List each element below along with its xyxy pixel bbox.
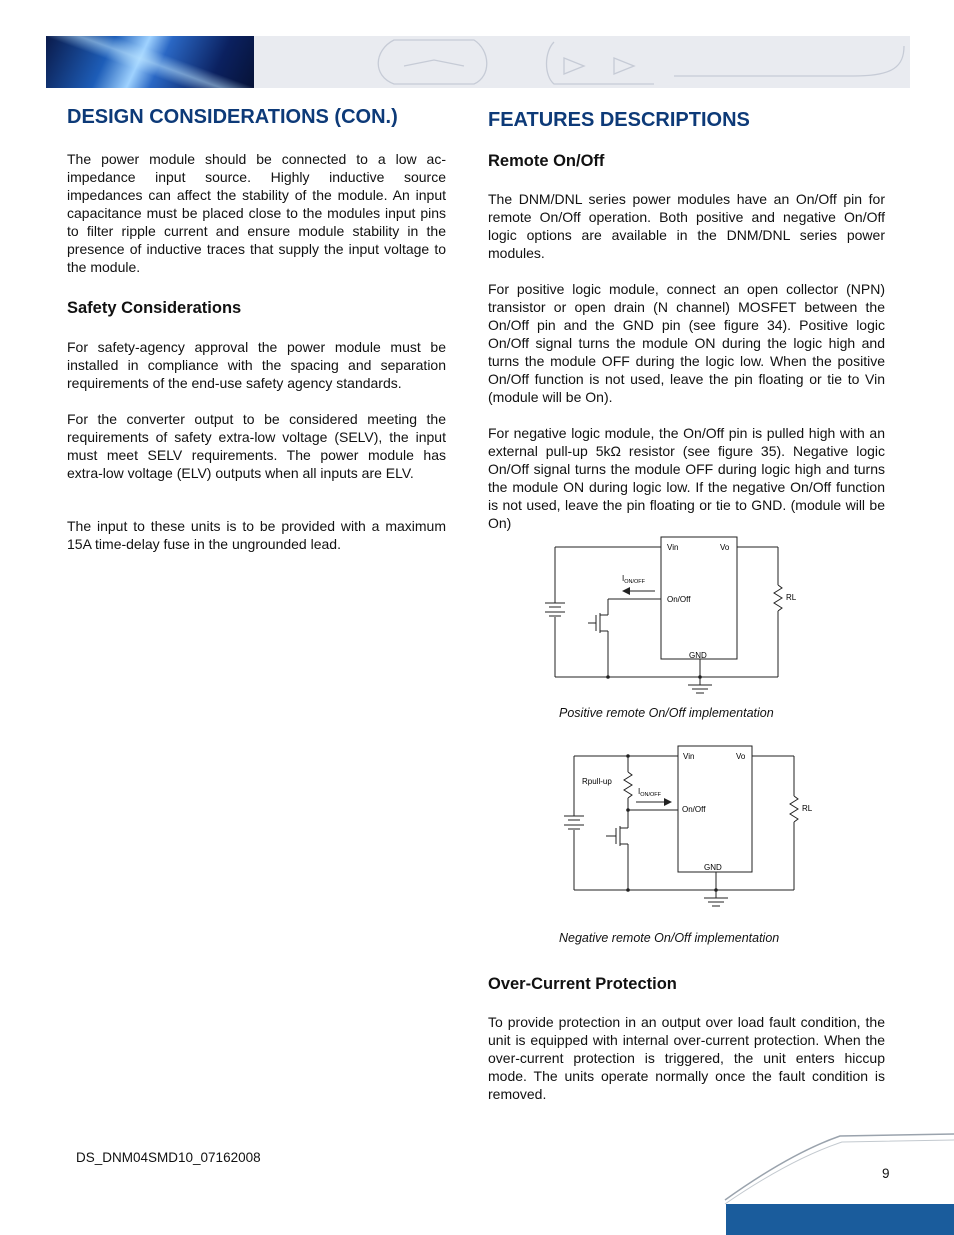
rpullup-label: Rpull-up — [582, 777, 612, 786]
safety-paragraph-1: For safety-agency approval the power module must be installed in compliance with the spacing and separation requirements of the end-use safety agency standards. — [67, 339, 446, 391]
remote-paragraph-3: For negative logic module, the On/Off pin is pulled high with an external pull-up 5kΩ resistor (see figure 35). Negative logic On/Off signal turns the module OFF during logic high and turns the module ON during logic low. If the negative On/Off function is not used, leave the pin floating or tie to GND. (module will be On) — [488, 425, 885, 531]
vin-label: Vin — [683, 752, 695, 761]
gnd-label: GND — [689, 651, 707, 660]
banner-decoration — [254, 36, 910, 88]
safety-heading: Safety Considerations — [67, 299, 242, 317]
safety-paragraph-2: For the converter output to be considered meeting the requirements of safety extra-low voltage (SELV), the input must meet SELV requirements. The power module has extra-low voltage (ELV) outputs when all inputs are ELV. — [67, 411, 446, 481]
onoff-pin-label: On/Off — [667, 595, 691, 604]
over-current-heading: Over-Current Protection — [488, 975, 677, 993]
header-banner — [46, 36, 910, 88]
design-intro-paragraph: The power module should be connected to a low ac-impedance input source. Highly inductive source impedances can affect the stability of the module. An input capacitance must be placed close to the modules input pins to filter ripple current and ensure module stability in the presence of inductive traces that supply the input voltage to the module. — [67, 151, 446, 275]
document-code: DS_DNM04SMD10_07162008 — [76, 1150, 261, 1165]
banner-photo — [46, 36, 254, 88]
vin-label: Vin — [667, 543, 679, 552]
design-considerations-heading: DESIGN CONSIDERATIONS (CON.) — [67, 106, 398, 128]
over-current-paragraph: To provide protection in an output over load fault condition, the unit is equipped with internal over-current protection. When the over-current protection is triggered, the unit enters hiccup mode. The units operate normally once the fault condition is removed. — [488, 1014, 885, 1102]
remote-paragraph-1: The DNM/DNL series power modules have an On/Off pin for remote On/Off operation. Both positive and negative On/Off logic options are available in the DNM/DNL series power modules. — [488, 191, 885, 261]
vo-label: Vo — [720, 543, 730, 552]
positive-figure-caption: Positive remote On/Off implementation — [559, 706, 774, 720]
positive-onoff-circuit — [540, 535, 800, 695]
vo-label: Vo — [736, 752, 746, 761]
current-label: $I_{ON/OFF}$ — [638, 787, 662, 798]
footer-corner-decoration — [720, 1130, 954, 1235]
gnd-label: GND — [704, 863, 722, 872]
rl-label: RL — [802, 804, 813, 813]
features-heading: FEATURES DESCRIPTIONS — [488, 109, 750, 131]
onoff-pin-label: On/Off — [682, 805, 706, 814]
page-number: 9 — [882, 1166, 890, 1181]
current-label: $I_{ON/OFF}$ — [622, 574, 646, 585]
negative-onoff-circuit — [560, 742, 820, 910]
negative-figure-caption: Negative remote On/Off implementation — [559, 931, 780, 945]
rl-label: RL — [786, 593, 797, 602]
safety-paragraph-3: The input to these units is to be provided with a maximum 15A time-delay fuse in the ungrounded lead. — [67, 518, 446, 552]
remote-onoff-heading: Remote On/Off — [488, 152, 605, 170]
remote-paragraph-2: For positive logic module, connect an open collector (NPN) transistor or open drain (N channel) MOSFET between the On/Off pin and the GND pin (see figure 34). Positive logic On/Off signal turns the module ON during the logic high and turns the module OFF during the logic low. When the positive On/Off function is not used, leave the pin floating or tie to Vin (module will be On). — [488, 281, 885, 405]
